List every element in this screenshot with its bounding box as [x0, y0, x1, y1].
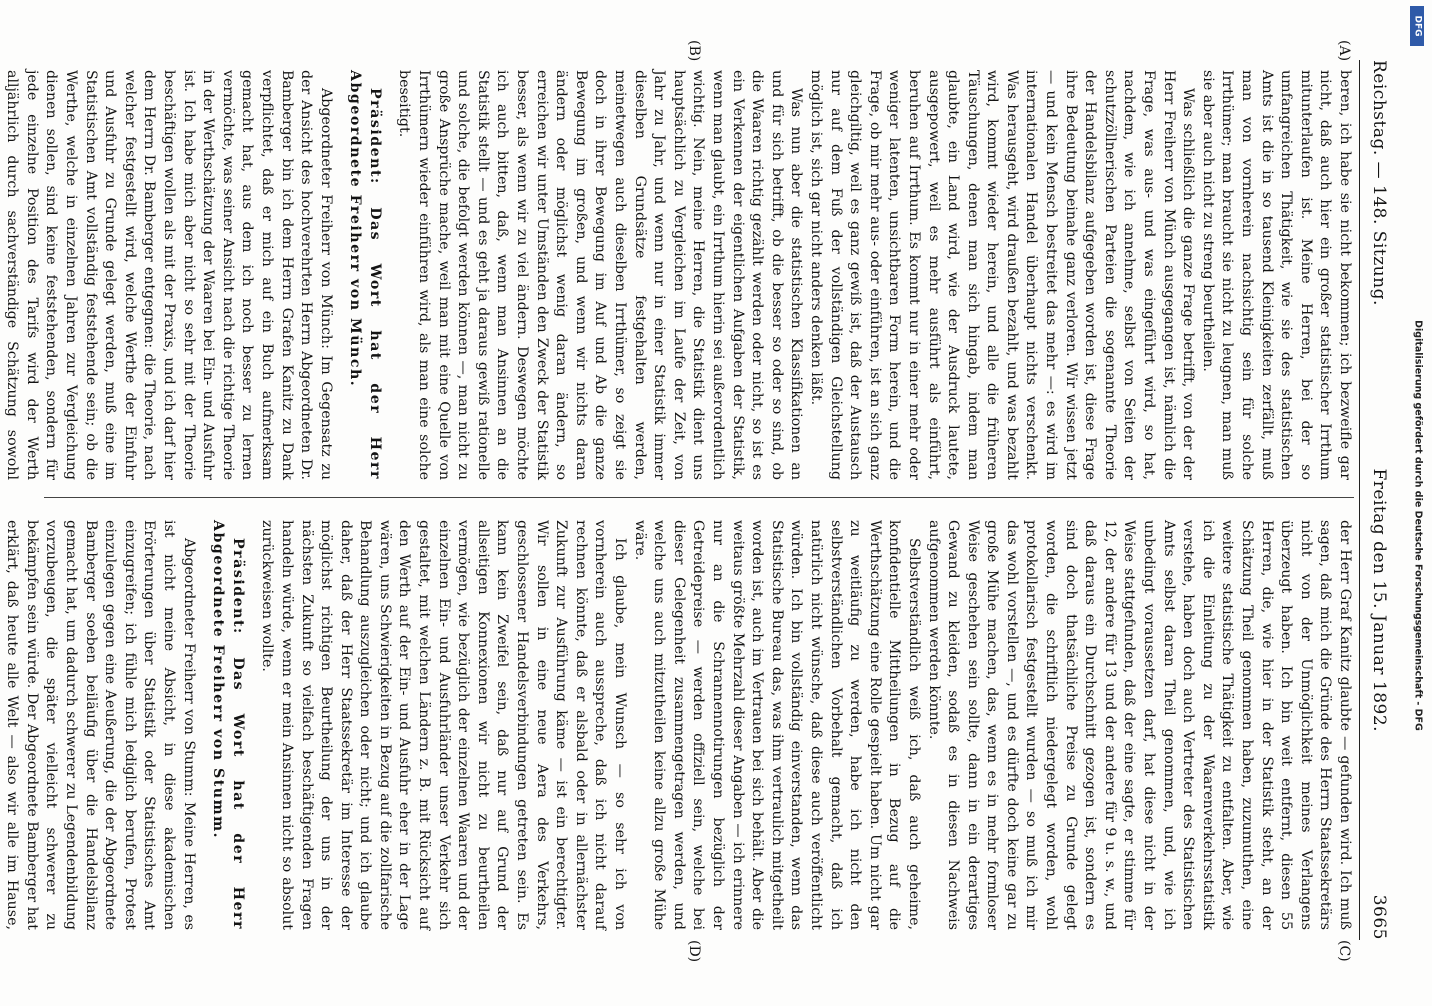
paragraph: Was schließlich die ganze Frage betrifft, von der der Herr Freiherr von Münch ausgegangen ist, nämlich die Frage, was aus- und was eingeführt wird, so hat, nachdem, wie ich annehme, selbst von Seiten der schutzzöllnerischen Parteien die sogenannte Theorie der Handelsbilanz aufgegeben worden ist, diese Frage ihre Bedeutung beinahe ganz verloren. Wir wissen jetzt — und kein Mensch bestreitet das mehr —: es wird im internationalen Handel überhaupt nichts verschenkt. Was herausgeht, wird draußen bezahlt, und was bezahlt wird, kommt wieder herein, und alle die früheren Täuschungen, denen man sich hingab, indem man glaubte, ein Land wird, wie der Ausdruck lautete, ausgepowert, weil es mehr ausführt als einführt, beruhen auf Irrthum. Es kommt nur in einer mehr oder weniger latenten, unsichtbaren Form herein, und die Frage, ob mir mehr aus- oder einführen, ist an sich ganz gleichgiltig, weil es ganz gewiß ist, daß der Austausch nur auf dem Fuß der vollständigen Gleichstellung möglich ist, sich gar nicht anders denken läßt. [807, 70, 1197, 480]
speaker-line: Präsident: Das Wort hat der Herr Abgeordnete Freiherr von Stumm. [210, 520, 246, 930]
page-header [1364, 60, 1394, 940]
paragraph: Abgeordneter Freiherr von Stumm: Meine Herren, es ist nicht meine Absicht, in diese akademischen Erörterungen über Statistik oder Statistisches Amt einzugreifen; ich fühle mich lediglich berufen, Protest einzulegen gegen eine Aeußerung, die der Abgeordnete Bamberger soeben beiläufig über die Handelsbilanz gemacht hat, um dadurch schwerer zu Legendenbildung vorzubeugen, die später vielleicht schwerer zu bekämpfen sein würde. Der Abgeordnete Bamberger hat erklärt, daß heute alle Welt — also wir alle im Hause, [4, 520, 197, 930]
header-date: Freitag den 15. Januar 1892. [1369, 468, 1389, 733]
paragraph: Abgeordneter Freiherr von Münch: Im Gegensatz zu der Ansicht des hochverehrten Herrn Abgeordneten Dr. Bamberger bin ich dem Herrn Grafen Kanitz zu Dank verpflichtet, daß er mich auf ein Buch aufmerksam gemacht hat, aus dem ich noch besser zu lernen vermöchte, was seiner Ansicht nach die richtige Theorie in der Werthschätzung der Waaren bei Ein- und Ausfuhr ist. Ich habe mich aber nicht so sehr mit der Theorie beschäftigen wollen als mit der Praxis, und ich darf hier dem Herrn Dr. Bamberger entgegnen: die Theorie, nach welcher festgestellt wird, welche Werthe der Einfuhr und Ausfuhr zu Grunde gelegt werden, muß eine im Statistischen Amt vollständig feststehende sein; ob die Werthe, welche in einzelnen Jahren zur Vergleichung dienen sollen, sind keine feststehenden, sondern für jede einzelne Position des Tarifs wird der Werth alljährlich durch sachverständige Schätzung sowohl [4, 70, 334, 480]
paragraph: Was nun aber die statistischen Klassifikationen an und für sich betrifft, ob die besser so oder so sind, ob die Waaren richtig gezählt werden oder nicht, so ist es ein Verkennen der eigentlichen Aufgaben der Statistik, wenn man glaubt, ein Irrthum hierin sei außerordentlich wichtig. Nein, meine Herren, die Statistik dient uns hauptsächlich zu Vergleichen im Laufe der Zeit, von Jahr zu Jahr, und wenn nur in einer Statistik immer dieselben Grundsätze festgehalten werden, meinetwegen auch dieselben Irrthümer, so zeigt sie doch in ihrer Bewegung im Auf und Ab die ganze Bewegung im großen, und wenn wir nichts daran ändern oder möglichst wenig daran ändern, so erreichen wir unter Umständen den Zweck der Statistik besser, als wenn wir zu viel ändern. Deswegen möchte ich auch bitten, daß, wenn man Ansinnen an die Statistik stellt — und es geht ja daraus gewiß rationelle und solche, die befolgt werden können —, man nicht zu große Ansprüche mache, weil man mit eine Quelle von Irrthümern wieder einführen wird, als man eine solche beseitigt. [396, 70, 805, 480]
margin-mark-d: (D) [686, 940, 702, 963]
paragraph: der Herr Graf Kanitz glaubte — gefunden wird. Ich muß sagen, daß mich die Gründe des Herrn Staatssekretärs nicht von der Unmöglichkeit meines Verlangens überzeugt haben. Ich bin weit entfernt, diesen 55 Herren, die, wie hier in der Statistik steht, an der Schätzung Theil genommen haben, zuzumuthen, eine weitere statistische Thätigkeit zu entfalten. Aber, wie ich die Einleitung zu der Waarenverkehrsstatistik verstehe, haben doch auch Vertreter des Statistischen Amts selbst daran Theil genommen, und, wie ich unbedingt voraussetzen darf, hat diese nicht in der Weise stattgefunden, daß der eine sagte, er stimme für 12, der andere für 13 und der andere für 9 u. s. w., und daß daraus ein Durchschnitt gezogen ist, sondern es sind doch thatsächliche Preise zu Grunde gelegt worden, die schriftlich niedergelegt worden, wohl protokollarisch festgestellt wurden — so muß ich mir das wohl vorstellen —, und es dürfte doch keine gar zu große Mühe machen, das, wenn es in mehr formloser Weise geschehen sein sollte, dann in ein derartiges Gewand zu kleiden, sodaß es in diesen Nachweis aufgenommen werden könnte. [925, 520, 1353, 930]
dfg-credit-text: Digitalisierung gefördert durch die Deutsche Forschungsgemeinschaft - DFG [1412, 320, 1424, 731]
header-rule [1359, 60, 1360, 940]
header-left: Reichstag. — 148. Sitzung. [1369, 60, 1389, 306]
margin-mark-c: (C) [1336, 940, 1352, 962]
paragraph: Ich glaube, mein Wunsch — so sehr ich von vornherein auch ausspreche, daß ich nicht darauf rechnen könnte, daß er alsbald oder in allernächster Zukunft zur Ausführung käme — ist ein berechtigter. Wir sollen in eine neue Aera des Verkehrs, geschlossener Handelsverbindungen getreten sein. Es kann kein Zweifel sein, daß nur auf Grund der allseitigen Konnexionen wir nicht zu beurtheilen vermögen, wie bezüglich der einzelnen Waaren und der einzelnen Ein- und Ausfuhrländer unser Verkehr sich gestaltet, mit welchen Ländern z. B. mit Rücksicht auf den Werth auf der Ein- und Ausfuhr eher in der Lage wären, uns Schwierigkeiten in Bezug auf die zollfarische Behandlung auszugleichen oder nicht; und ich glaube daher, daß der Herr Staatssekretär im Interesse der möglichst richtigen Beurtheilung der uns in der nächsten Zukunft so vielfach beschäftigenden Fragen handeln würde, wenn er mein Ansinnen nicht so absolut zurückweisen wollte. [259, 520, 629, 930]
page-number: 3665 [1369, 894, 1389, 940]
paragraph: beren, ich habe sie nicht bekommen; ich bezweifle gar nicht, daß auch hier ein großer statistischer Irrthum mitunterlaufen ist. Meine Herren, bei der so umfangreichen Thätigkeit, wie sie des statistischen Amts ist die in so tausend Kleinigkeiten zerfällt, muß man von vornherein nachsichtig sein für solche Irrthümer; man braucht sie nicht zu leugnen, man muß sie aber auch nicht zu streng beurtheilen. [1199, 70, 1353, 480]
dfg-logo: DFG [1410, 6, 1424, 46]
speaker-line: Präsident: Das Wort hat der Herr Abgeordnete Freiherr von Münch. [347, 70, 383, 480]
left-column [4, 70, 1354, 480]
margin-mark-b: (B) [686, 40, 702, 62]
dfg-stamp [1404, 0, 1428, 1000]
right-column [4, 520, 1354, 930]
column-divider [44, 497, 1354, 498]
margin-mark-a: (A) [1336, 40, 1352, 62]
paragraph: Selbstverständlich weiß ich, daß auch geheime, konfidentielle Mittheilungen in Bezug auf die Werthschätzung eine Rolle gespielt haben. Um nicht gar zu weitläufig zu werden, habe ich nicht den selbstverständlichen Vorbehalt gemacht, daß ich natürlich nicht wünsche, daß diese auch veröffentlicht würden. Ich bin vollständig einverstanden, wenn das Statistische Bureau das, was ihm vertraulich mitgetheilt worden ist, auch im Vertrauen bei sich behält. Aber die weitaus größte Mehrzahl dieser Angaben — ich erinnere nur an die Schrannennotirungen bezüglich der Getreidepreise — werden offiziell sein, welche bei dieser Gelegenheit zusammengetragen werden, und welche uns auch mitzutheilen keine allzu große Mühe wäre. [631, 520, 922, 930]
